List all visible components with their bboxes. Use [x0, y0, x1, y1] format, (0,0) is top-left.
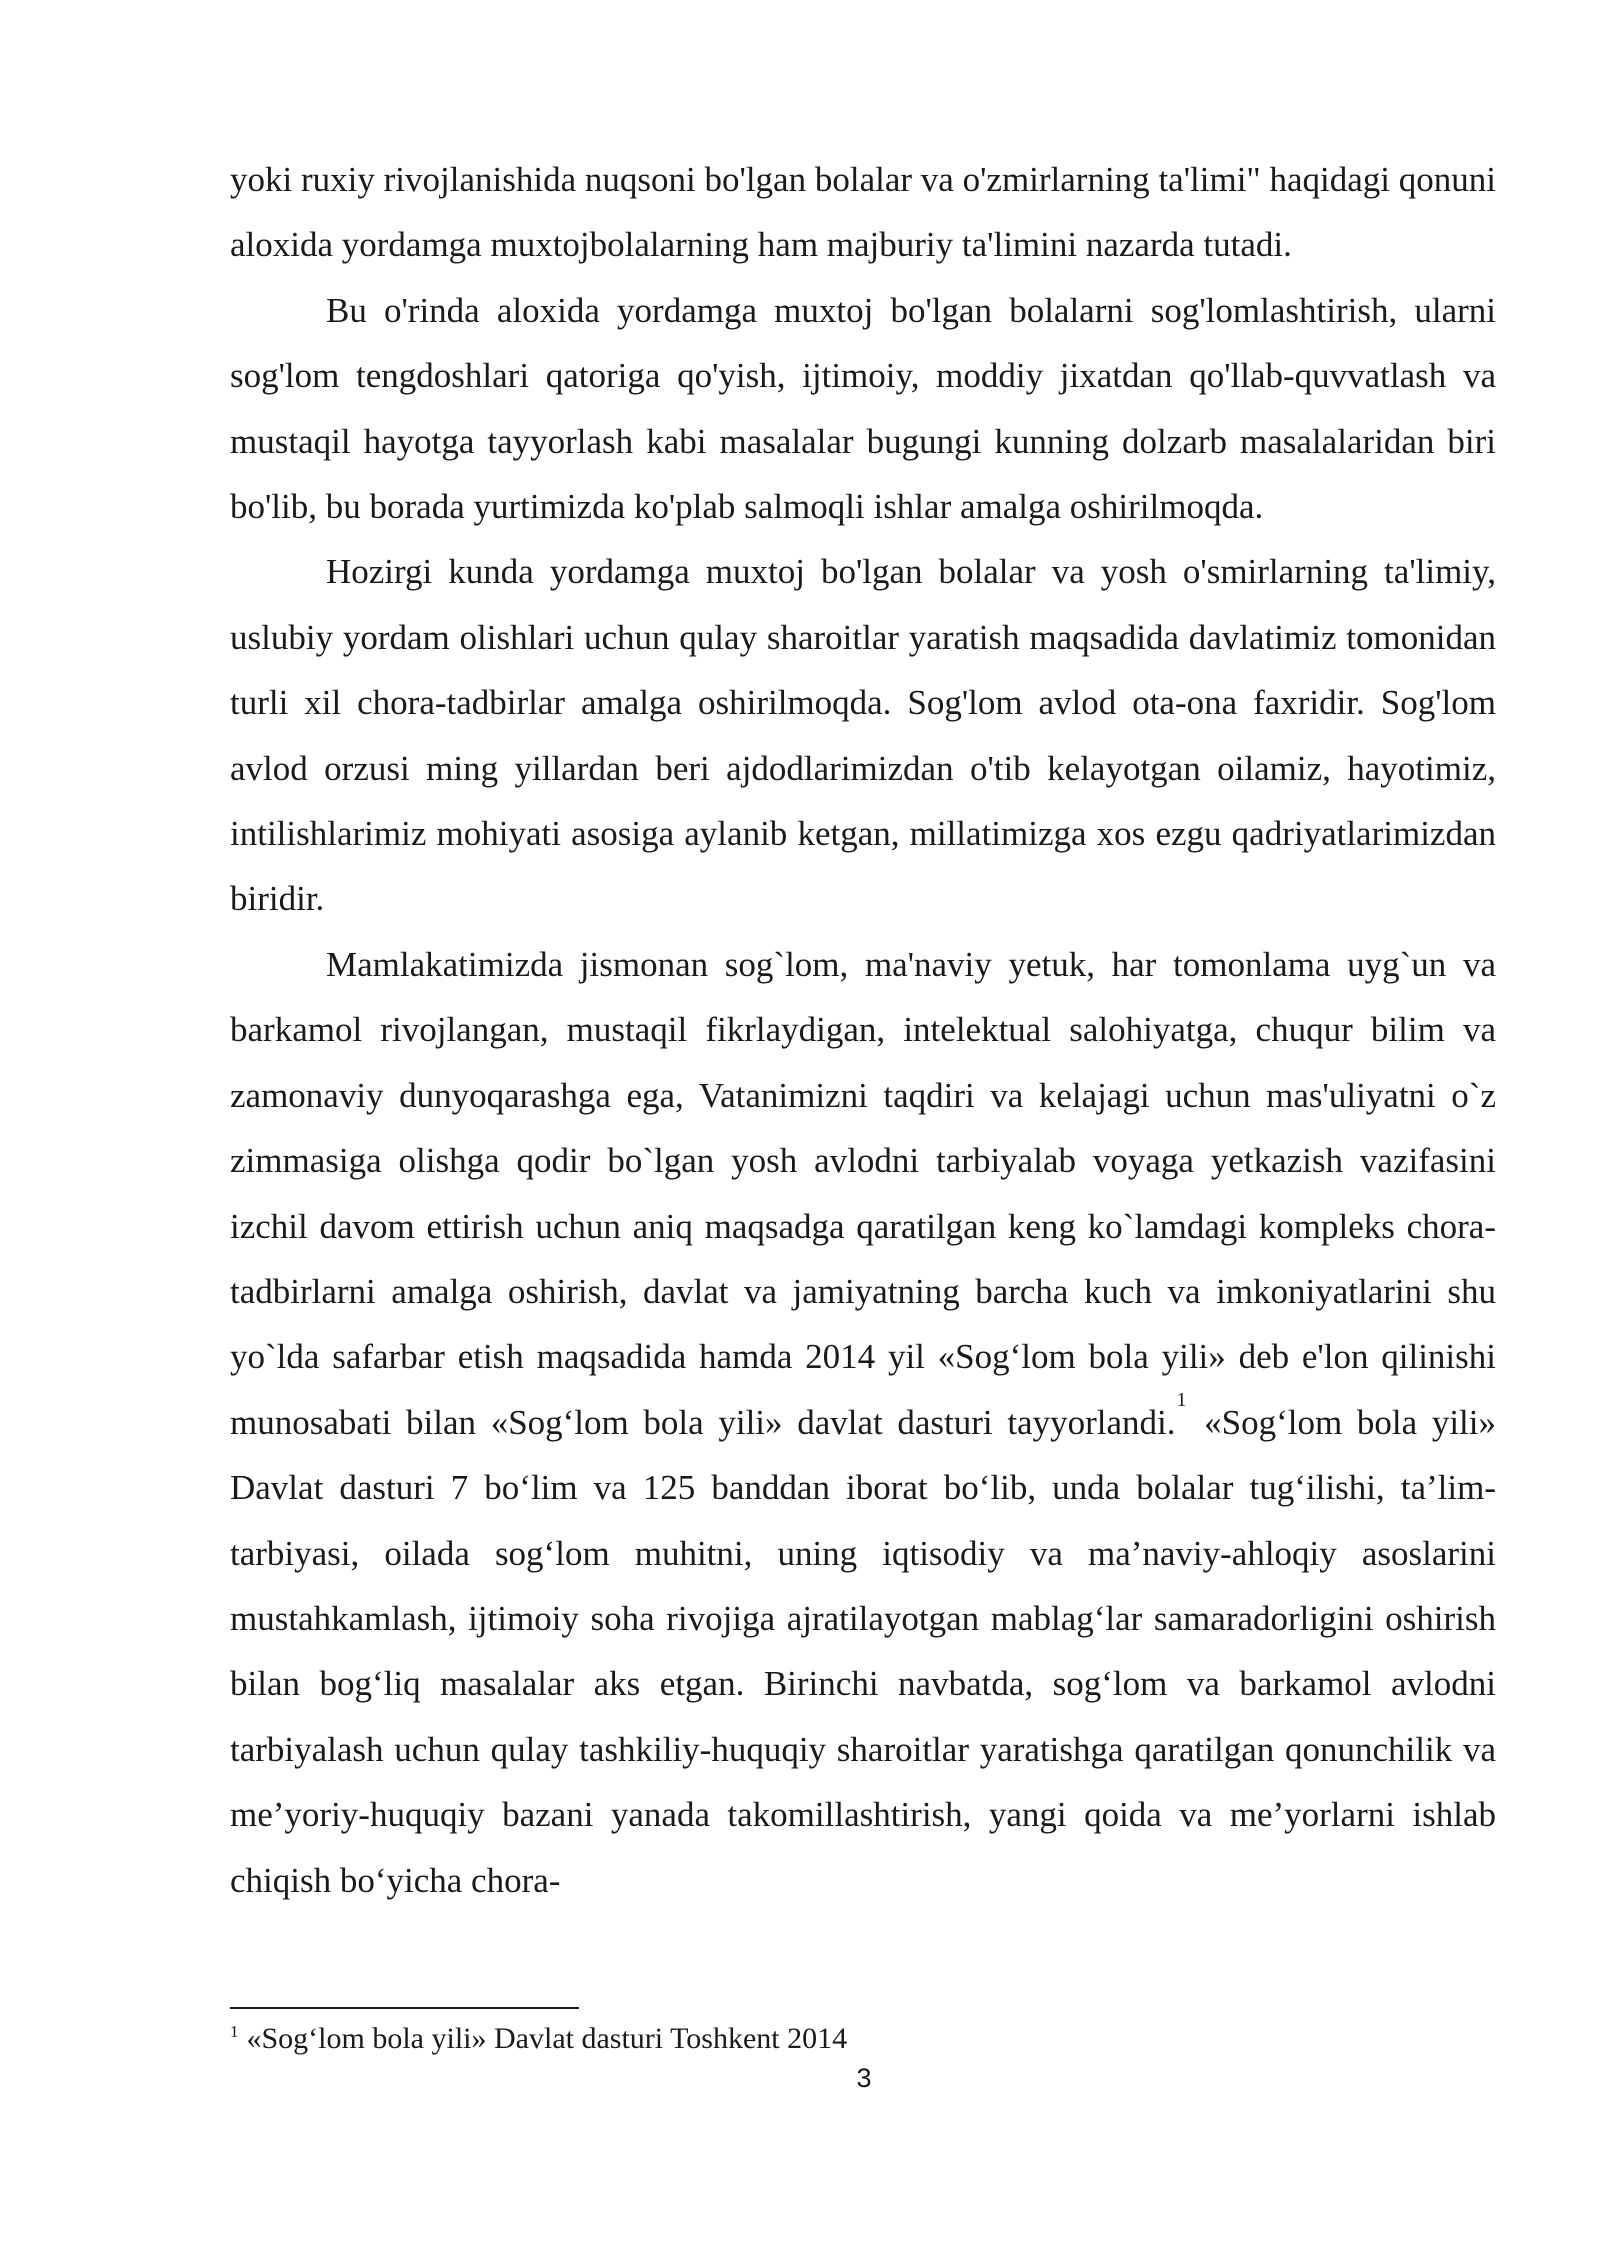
paragraph: Hozirgi kunda yordamga muxtoj bo'lgan bolalar va yosh o'smirlarning ta'limiy, uslubiy yordam olishlari uchun qulay sharoitlar yaratish maqsadida davlatimiz tomonidan turli xil chora-tadbirlar amalga oshirilmoqda. Sog'lom avlod ota-ona faxridir. Sog'lom avlod orzusi ming yillardan beri ajdodlarimizdan o'tib kelayotgan oilamiz, hayotimiz, intilishlarimiz mohiyati asosiga aylanib ketgan, millatimizga xos ezgu qadriyatlarimizdan biridir. [230, 552, 1496, 919]
paragraph-text-before-footnote: Mamlakatimizda jismonan sog`lom, ma'naviy yetuk, har tomonlama uyg`un va barkamol rivojlangan, mustaqil fikrlaydigan, intelektual salohiyatga, chuqur bilim va zamonaviy dunyoqarashga ega, Vatanimizni taqdiri va kelajagi uchun mas'uliyatni o`z zimmasiga olishga qodir bo`lgan yosh avlodni tarbiyalab voyaga yetkazish vazifasini izchil davom ettirish uchun aniq maqsadga qaratilgan keng ko`lamdagi kompleks chora-tadbirlarni amalga oshirish, davlat va jamiyatning barcha kuch va imkoniyatlarini shu yo`lda safarbar etish maqsadida hamda 2014 yil «Sog‘lom bola yili» deb e'lon qilinishi munosabati bilan «Sog‘lom bola yili» davlat dasturi tayyorlandi. [230, 944, 1496, 1442]
footnote-mark: 1 [230, 2022, 239, 2041]
paragraph: Bu o'rinda aloxida yordamga muxtoj bo'lgan bolalarni sog'lomlashtirish, ularni sog'lom tengdoshlari qatoriga qo'yish, ijtimoiy, moddiy jixatdan qo'llab-quvvatlash va mustaqil hayotga tayyorlash kabi masalalar bugungi kunning dolzarb masalalaridan biri bo'lib, bu borada yurtimizda ko'plab salmoqli ishlar amalga oshirilmoqda. [230, 290, 1496, 527]
footnote [230, 2020, 847, 2062]
body-text [230, 147, 1496, 1913]
footnote-separator [230, 2007, 579, 2009]
paragraph-text-after-footnote: «Sog‘lom bola yili» Davlat dasturi 7 bo‘lim va 125 banddan iborat bo‘lib, unda bolalar tug‘ilishi, ta’lim-tarbiyasi, oilada sog‘lom muhitni, uning iqtisodiy va ma’naviy-ahloqiy asoslarini mustahkamlash, ijtimoiy soha rivojiga ajratilayotgan mablag‘lar samaradorligini oshirish bilan bog‘liq masalalar aks etgan. Birinchi navbatda, sog‘lom va barkamol avlodni tarbiyalash uchun qulay tashkiliy-huquqiy sharoitlar yaratishga qaratilgan qonunchilik va me’yoriy-huquqiy bazani yanada takomillashtirish, yangi qoida va me’yorlarni ishlab chiqish bo‘yicha chora- [230, 1402, 1496, 1900]
footnote-reference[interactable]: 1 [1176, 1389, 1187, 1412]
paragraph-with-footnote [230, 932, 1496, 1913]
page-number: 3 [856, 2063, 872, 2093]
footnote-text: «Sog‘lom bola yili» Davlat dasturi Toshkent 2014 [246, 2022, 848, 2055]
paragraph-continued: yoki ruxiy rivojlanishida nuqsoni bo'lgan bolalar va o'zmirlarning ta'limi" haqidagi qonuni aloxida yordamga muxtojbolalarning ham majburiy ta'limini nazarda tutadi. [230, 160, 1496, 265]
